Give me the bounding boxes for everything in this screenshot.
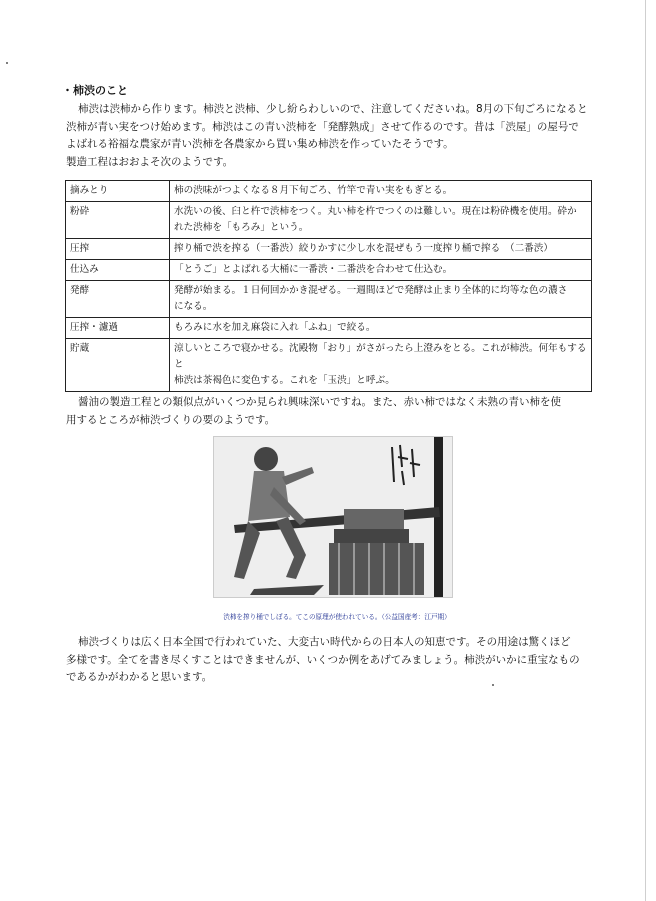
section-heading: ・柿渋のこと <box>62 84 128 97</box>
process-row <box>66 318 592 339</box>
page-edge-line <box>645 0 646 901</box>
process-step-name: 圧搾 <box>66 239 170 260</box>
description-line: もろみに水を加え麻袋に入れ「ふね」で絞る。 <box>174 322 376 333</box>
process-step-name: 粉砕 <box>66 202 170 239</box>
description-line: になる。 <box>174 301 213 312</box>
process-step-name: 発酵 <box>66 281 170 318</box>
process-step-name: 貯蔵 <box>66 339 170 392</box>
closing-paragraph <box>66 634 614 687</box>
process-step-name: 仕込み <box>66 260 170 281</box>
process-row <box>66 202 592 239</box>
woodblock-illustration <box>213 436 453 598</box>
process-step-description <box>170 339 592 392</box>
closing-line: であるかがわかると思います。 <box>66 671 213 683</box>
process-row <box>66 339 592 392</box>
description-line: 柿の渋味がつよくなる８月下旬ごろ、竹竿で青い実をもぎとる。 <box>174 185 453 196</box>
process-step-description <box>170 202 592 239</box>
scan-speck <box>492 684 494 686</box>
process-row <box>66 181 592 202</box>
intro-line: よばれる裕福な農家が青い渋柿を各農家から買い集め柿渋を作っていたそうです。 <box>66 138 454 150</box>
closing-line: 多様です。全てを書き尽くすことはできませんが、いくつか例をあげてみましょう。柿渋がいかに重宝なもの <box>66 653 580 666</box>
intro-line: 渋柿が青い実をつけ始めます。柿渋はこの青い渋柿を「発酵熟成」させて作るのです。昔は「渋屋」の屋号で <box>66 120 579 133</box>
process-step-name: 摘みとり <box>66 181 170 202</box>
intro-paragraph <box>66 101 614 171</box>
process-step-description <box>170 318 592 339</box>
process-step-name: 圧搾・濾過 <box>66 318 170 339</box>
process-row <box>66 239 592 260</box>
description-line: 「とうご」とよばれる大桶に一番渋・二番渋を合わせて仕込む。 <box>174 264 453 275</box>
figure-caption: 渋柿を搾り桶でしぼる。てこの原理が使われている。（公益国産考：江戸期） <box>223 613 451 621</box>
after-table-paragraph <box>66 394 614 429</box>
description-line: 涼しいところで寝かせる。沈殿物「おり」がさがったら上澄みをとる。これが柿渋。何年もすると <box>174 343 587 370</box>
process-step-description <box>170 181 592 202</box>
scan-speck <box>6 62 8 64</box>
process-table <box>65 180 592 392</box>
process-step-description <box>170 281 592 318</box>
description-line: 水洗いの後、臼と杵で渋柿をつく。丸い柿を杵でつくのは難しい。現在は粉砕機を使用。砕か <box>174 206 577 217</box>
description-line: れた渋柿を「もろみ」という。 <box>174 222 309 233</box>
after-table-line: 用するところが柿渋づくりの要のようです。 <box>66 413 276 426</box>
intro-line: 柿渋は渋柿から作ります。柿渋と渋柿、少し紛らわしいので、注意してくださいね。8月の下旬ごろになると <box>78 103 588 115</box>
process-step-description <box>170 239 592 260</box>
intro-line: 製造工程はおおよそ次のようです。 <box>66 155 234 168</box>
description-line: 搾り桶で渋を搾る（一番渋）絞りかすに少し水を混ぜもう一度搾り桶で搾る （二番渋） <box>174 243 553 254</box>
process-row <box>66 260 592 281</box>
after-table-line: 醤油の製造工程との類似点がいくつか見られ興味深いですね。また、赤い柿ではなく未熟の青い柿を使 <box>78 396 561 408</box>
process-row <box>66 281 592 318</box>
closing-line: 柿渋づくりは広く日本全国で行われていた、大変古い時代からの日本人の知恵です。その用途は驚くほど <box>78 636 571 648</box>
process-table-wrap <box>65 180 592 392</box>
press-illustration-image <box>214 437 452 597</box>
description-line: 発酵が始まる。１日何回かかき混ぜる。一週間ほどで発酵は止まり全体的に均等な色の濃さ <box>174 285 568 296</box>
description-line: 柿渋は茶褐色に変色する。これを「玉渋」と呼ぶ。 <box>174 375 395 386</box>
process-step-description <box>170 260 592 281</box>
